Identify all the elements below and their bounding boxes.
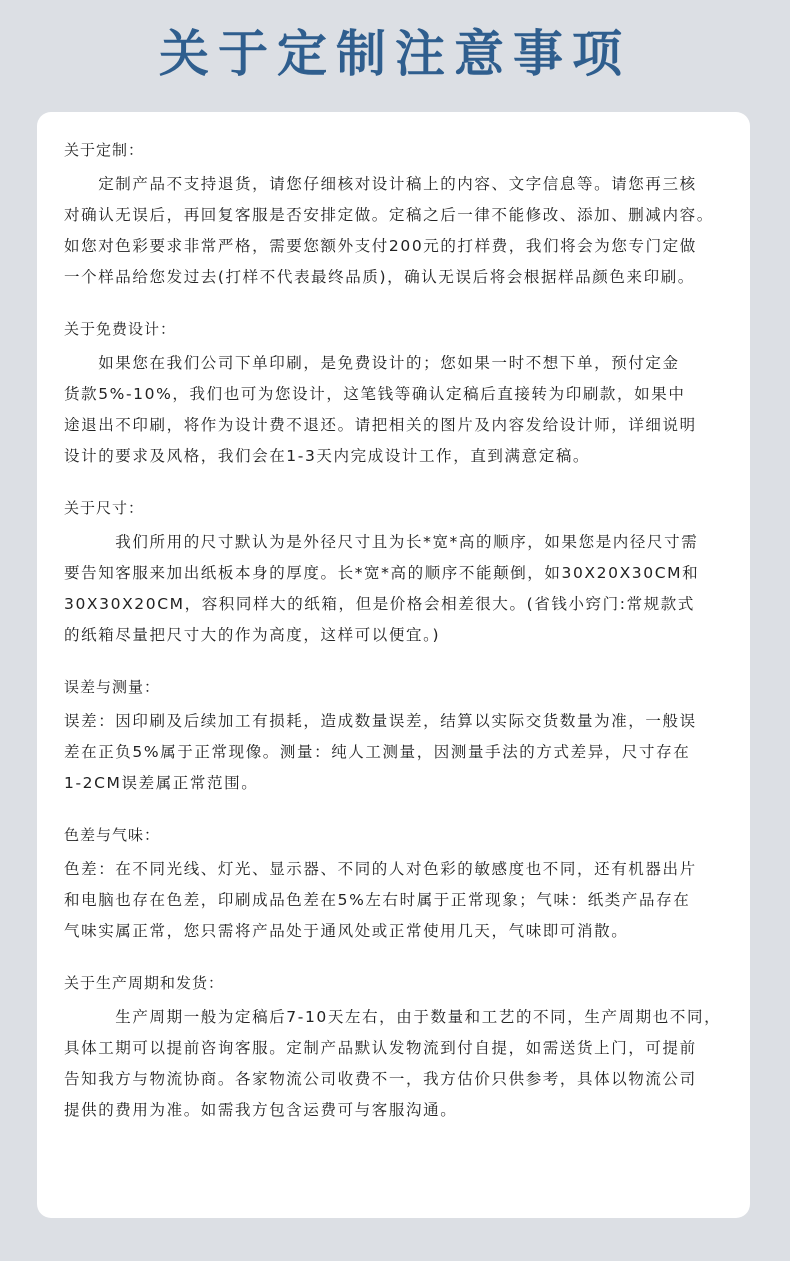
- section-color-odor: [64, 825, 724, 947]
- page-title: 关于定制注意事项: [159, 25, 631, 83]
- section-customization: [64, 140, 724, 293]
- section-heading: 误差与测量：: [64, 678, 161, 696]
- section-production-shipping: [64, 973, 724, 1126]
- section-heading: 色差与气味：: [64, 826, 161, 844]
- section-free-design: [64, 319, 724, 472]
- section-heading: 关于生产周期和发货：: [64, 974, 225, 992]
- section-body: 误差：因印刷及后续加工有损耗，造成数量误差，结算以实际交货数量为准，一般误 差在正负5%属于正常现像。测量：纯人工测量，因测量手法的方式差异，尺寸存在 1-2CM误差属正常范围。: [64, 712, 697, 792]
- section-body: 色差：在不同光线、灯光、显示器、不同的人对色彩的敏感度也不同，还有机器出片 和电脑也存在色差，印刷成品色差在5%左右时属于正常现象；气味：纸类产品存在 气味实属正常，您只需将产品处于通风处或正常使用几天，气味即可消散。: [64, 860, 697, 940]
- notice-card: [37, 112, 750, 1218]
- section-tolerance: [64, 677, 724, 799]
- section-body: 生产周期一般为定稿后7-10天左右，由于数量和工艺的不同，生产周期也不同， 具体工期可以提前咨询客服。定制产品默认发物流到付自提，如需送货上门，可提前 告知我方与物流协商。各家物流公司收费不一，我方估价只供参考，具体以物流公司 提供的费用为准。如需我方包含运费可与客服沟通。: [64, 1008, 722, 1119]
- section-body: 定制产品不支持退货，请您仔细核对设计稿上的内容、文字信息等。请您再三核 对确认无误后，再回复客服是否安排定做。定稿之后一律不能修改、添加、删减内容。 如您对色彩要求非常严格，需要您额外支付200元的打样费，我们将会为您专门定做 一个样品给您发过去(打样不代表最终品质)，确认无误后将会根据样品颜色来印刷。: [64, 175, 714, 286]
- section-heading: 关于免费设计：: [64, 320, 177, 338]
- section-heading: 关于尺寸：: [64, 499, 145, 517]
- section-heading: 关于定制：: [64, 141, 145, 159]
- section-body: 我们所用的尺寸默认为是外径尺寸且为长*宽*高的顺序，如果您是内径尺寸需 要告知客服来加出纸板本身的厚度。长*宽*高的顺序不能颠倒，如30X20X30CM和 30X30X20CM，容积同样大的纸箱，但是价格会相差很大。(省钱小窍门:常规款式 的纸箱尽量把尺寸大的作为高度，这样可以便宜。): [64, 533, 700, 644]
- section-body: 如果您在我们公司下单印刷，是免费设计的；您如果一时不想下单，预付定金 货款5%-10%，我们也可为您设计，这笔钱等确认定稿后直接转为印刷款，如果中 途退出不印刷，将作为设计费不退还。请把相关的图片及内容发给设计师，详细说明 设计的要求及风格，我们会在1-3天内完成设计工作，直到满意定稿。: [64, 354, 697, 465]
- section-size: [64, 498, 724, 651]
